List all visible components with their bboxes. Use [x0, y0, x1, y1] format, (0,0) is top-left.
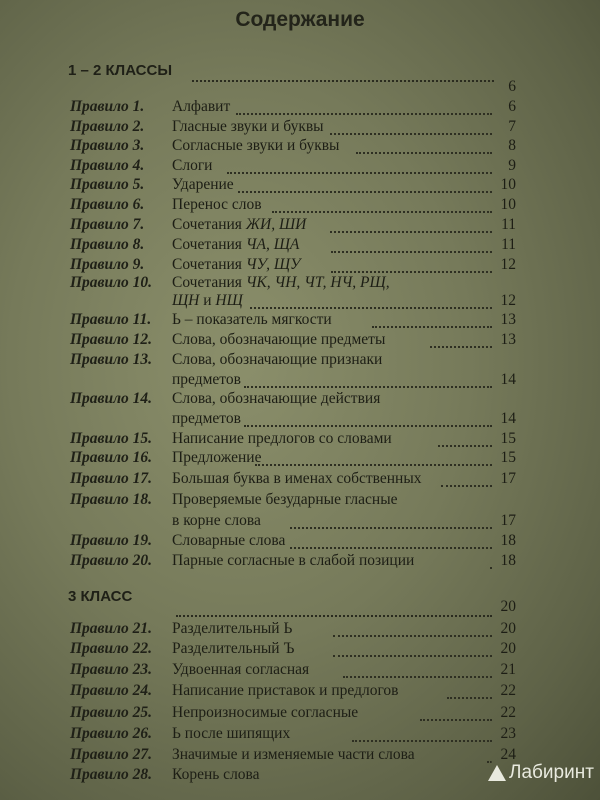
rule-title-text: в корне слова	[172, 512, 261, 529]
page-number: 10	[500, 176, 516, 193]
dot-leader	[356, 152, 492, 154]
section-page-row	[0, 598, 600, 618]
dot-leader	[244, 386, 492, 388]
rule-title	[172, 746, 415, 764]
rule-number: Правило 27.	[70, 746, 153, 763]
toc-row	[0, 470, 600, 490]
rule-title	[172, 137, 339, 155]
toc-row	[0, 552, 600, 572]
rule-number: Правило 4.	[70, 157, 145, 174]
page-number: 15	[500, 430, 516, 447]
rule-title	[172, 274, 390, 292]
rule-title-text: предметов	[172, 410, 241, 427]
dot-leader	[438, 445, 492, 447]
rule-number: Правило 5.	[70, 176, 145, 193]
rule-number: Правило 18.	[70, 491, 153, 508]
rule-title	[172, 470, 422, 488]
dot-leader	[255, 464, 492, 466]
page-number: 7	[508, 118, 516, 135]
rule-title-emphasis: ЧУ, ЩУ	[245, 256, 301, 273]
dot-leader	[420, 719, 492, 721]
rule-number: Правило 21.	[70, 620, 153, 637]
rule-title	[172, 157, 212, 175]
rule-title	[172, 552, 414, 570]
rule-number: Правило 12.	[70, 331, 153, 348]
page-number: 18	[500, 532, 516, 549]
page-number: 15	[500, 449, 516, 466]
toc-row	[0, 725, 600, 745]
rule-title-text: Ь после шипящих	[172, 725, 291, 742]
toc-row	[0, 137, 600, 157]
labirint-logo-icon	[488, 765, 506, 781]
rule-number: Правило 13.	[70, 351, 153, 368]
rule-number: Правило 14.	[70, 390, 153, 407]
dot-leader	[490, 567, 492, 569]
rule-title	[172, 704, 358, 722]
page-number: 14	[500, 410, 516, 427]
page-number: 12	[500, 292, 516, 309]
rule-title	[172, 311, 332, 329]
rule-title-text: Большая буква в именах собственных	[172, 470, 422, 487]
toc-row	[0, 98, 600, 118]
toc-row	[0, 532, 600, 552]
toc-row	[0, 351, 600, 371]
rule-title-text: Удвоенная согласная	[172, 661, 310, 678]
dot-leader	[343, 676, 492, 678]
dot-leader	[330, 231, 492, 233]
toc-row	[0, 274, 600, 294]
rule-number: Правило 17.	[70, 470, 153, 487]
page-number: 13	[500, 311, 516, 328]
rule-title-text: Алфавит	[172, 98, 231, 115]
toc-row	[0, 331, 600, 351]
rule-title	[172, 532, 285, 550]
rule-title-text: Написание приставок и предлогов	[172, 682, 399, 699]
rule-number: Правило 20.	[70, 552, 153, 569]
rule-number: Правило 9.	[70, 256, 145, 273]
toc-row	[0, 157, 600, 177]
page-number: 6	[508, 98, 516, 115]
rule-title	[172, 682, 398, 700]
rule-title	[172, 98, 230, 116]
page-number: 24	[500, 746, 516, 763]
rule-title-emphasis: ЖИ, ШИ	[245, 216, 307, 233]
page-number: 20	[500, 620, 516, 637]
rule-title	[172, 196, 262, 214]
page-number: 18	[500, 552, 516, 569]
dot-leader	[333, 655, 492, 657]
rule-title-text: и	[199, 292, 216, 309]
rule-title-text: Непроизносимые согласные	[172, 704, 359, 721]
rule-number: Правило 1.	[70, 98, 145, 115]
toc-row	[0, 78, 600, 98]
dot-leader	[447, 697, 492, 699]
rule-title-text: Ударение	[172, 176, 234, 193]
page-number: 20	[500, 640, 516, 657]
rule-title	[172, 766, 260, 784]
rule-title	[172, 620, 292, 638]
toc-row	[0, 512, 600, 532]
dot-leader	[272, 211, 492, 213]
toc-row	[0, 176, 600, 196]
toc-row	[0, 118, 600, 138]
watermark-logo	[488, 762, 594, 784]
rule-number: Правило 16.	[70, 449, 153, 466]
watermark-text: Лабиринт	[509, 762, 594, 783]
rule-title	[172, 216, 306, 234]
toc-row	[0, 196, 600, 216]
toc-row	[0, 256, 600, 276]
dot-leader	[244, 425, 492, 427]
rule-title-emphasis: ЧК, ЧН, ЧТ, НЧ, РЩ,	[245, 274, 390, 291]
toc-row	[0, 704, 600, 724]
rule-title	[172, 449, 261, 467]
rule-number: Правило 10.	[70, 274, 153, 291]
page-heading: Содержание	[235, 8, 365, 31]
dot-leader	[430, 346, 492, 348]
rule-title	[172, 410, 241, 428]
rule-number: Правило 24.	[70, 682, 153, 699]
toc-row	[0, 311, 600, 331]
rule-title	[172, 430, 392, 448]
rule-number: Правило 3.	[70, 137, 145, 154]
page-number: 22	[500, 704, 516, 721]
page-number: 6	[508, 78, 516, 95]
rule-title-text: Ь – показатель мягкости	[172, 311, 332, 328]
page-number: 9	[508, 157, 516, 174]
rule-title-text: Предложение	[172, 449, 262, 466]
section-grades-1-2: 1 – 2 КЛАССЫ	[68, 62, 173, 79]
rule-title-text: Слоги	[172, 157, 213, 174]
rule-title	[172, 390, 380, 408]
toc-row	[0, 292, 600, 312]
rule-number: Правило 25.	[70, 704, 153, 721]
dot-leader	[331, 251, 492, 253]
rule-title-text: Перенос слов	[172, 196, 262, 213]
dot-leader	[250, 307, 492, 309]
rule-title-text: Гласные звуки и буквы	[172, 118, 324, 135]
rule-number: Правило 2.	[70, 118, 145, 135]
rule-title	[172, 331, 385, 349]
rule-title	[172, 512, 261, 530]
rule-title-text: Значимые и изменяемые части слова	[172, 746, 415, 763]
toc-row	[0, 410, 600, 430]
rule-title-text: Написание предлогов со словами	[172, 430, 392, 447]
rule-title	[172, 661, 309, 679]
rule-title-text: Сочетания	[172, 236, 246, 253]
rule-title-text: Сочетания	[172, 274, 246, 291]
page-number: 17	[500, 470, 516, 487]
page-number: 8	[508, 137, 516, 154]
dot-leader	[330, 133, 492, 135]
page-number: 23	[500, 725, 516, 742]
dot-leader	[331, 271, 492, 273]
rule-number: Правило 8.	[70, 236, 145, 253]
page-number: 11	[501, 236, 516, 253]
toc-row	[0, 620, 600, 640]
dot-leader	[290, 527, 492, 529]
rule-title-text: Слова, обозначающие предметы	[172, 331, 386, 348]
rule-title	[172, 640, 294, 658]
dot-leader	[290, 547, 492, 549]
rule-number: Правило 11.	[70, 311, 152, 328]
toc-row	[0, 491, 600, 511]
dot-leader	[333, 635, 492, 637]
section-grade-3: 3 КЛАСС	[68, 588, 133, 605]
page-number: 21	[500, 661, 516, 678]
rule-title-text: Слова, обозначающие действия	[172, 390, 381, 407]
rule-number: Правило 6.	[70, 196, 145, 213]
rule-title-text: Слова, обозначающие признаки	[172, 351, 383, 368]
page-number: 11	[501, 216, 516, 233]
dot-leader	[352, 740, 492, 742]
rule-title-emphasis: НЩ	[215, 292, 243, 309]
rule-number: Правило 23.	[70, 661, 153, 678]
rule-title-text: Разделительный Ь	[172, 620, 293, 637]
page-number: 14	[500, 371, 516, 388]
page-number: 20	[500, 598, 516, 615]
page-number: 12	[500, 256, 516, 273]
toc-row	[0, 682, 600, 702]
rule-title	[172, 292, 243, 310]
rule-number: Правило 19.	[70, 532, 153, 549]
toc-row	[0, 390, 600, 410]
dot-leader	[238, 191, 492, 193]
rule-title	[172, 725, 290, 743]
rule-number: Правило 28.	[70, 766, 153, 783]
toc-row	[0, 449, 600, 469]
rule-title-text: Согласные звуки и буквы	[172, 137, 340, 154]
rule-title-text: Парные согласные в слабой позиции	[172, 552, 415, 569]
dot-leader	[372, 326, 492, 328]
toc-row	[0, 430, 600, 450]
rule-number: Правило 15.	[70, 430, 153, 447]
rule-title-text: предметов	[172, 371, 241, 388]
page-number: 10	[500, 196, 516, 213]
toc-row	[0, 640, 600, 660]
toc-row	[0, 216, 600, 236]
rule-title	[172, 351, 382, 369]
rule-title-text: Разделительный Ъ	[172, 640, 295, 657]
dot-leader	[236, 113, 492, 115]
toc-row	[0, 661, 600, 681]
toc-row	[0, 371, 600, 391]
rule-number: Правило 22.	[70, 640, 153, 657]
dot-leader	[227, 172, 492, 174]
rule-title-emphasis: ЩН	[172, 292, 200, 309]
rule-title-text: Сочетания	[172, 216, 246, 233]
rule-title-text: Словарные слова	[172, 532, 286, 549]
page-number: 17	[500, 512, 516, 529]
toc-row	[0, 236, 600, 256]
rule-number: Правило 26.	[70, 725, 153, 742]
rule-title	[172, 176, 234, 194]
rule-title-text: Сочетания	[172, 256, 246, 273]
rule-title-text: Проверяемые безударные гласные	[172, 491, 398, 508]
rule-title	[172, 491, 398, 509]
rule-title	[172, 236, 299, 254]
rule-title-text: Корень слова	[172, 766, 260, 783]
page-number: 22	[500, 682, 516, 699]
page-number: 13	[500, 331, 516, 348]
dot-leader	[441, 485, 492, 487]
rule-title	[172, 256, 300, 274]
rule-title	[172, 118, 324, 136]
rule-title	[172, 371, 241, 389]
rule-number: Правило 7.	[70, 216, 145, 233]
rule-title-emphasis: ЧА, ЩА	[245, 236, 300, 253]
